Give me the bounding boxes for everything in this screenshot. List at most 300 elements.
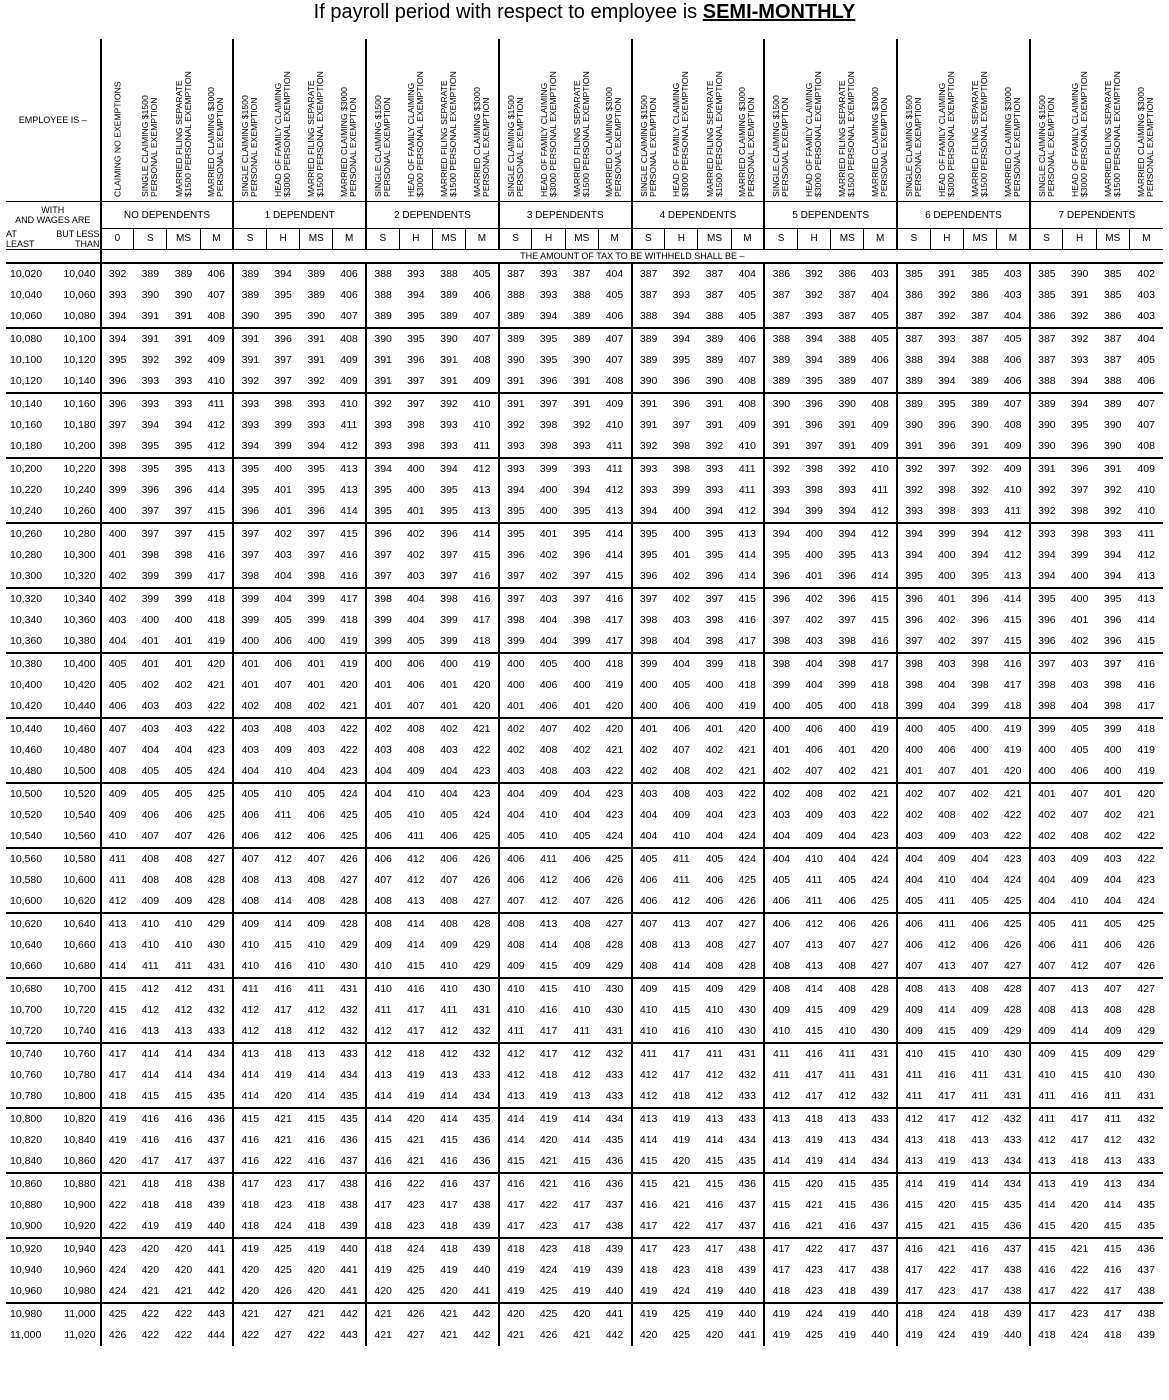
wage-less-than: 10,340 [52, 588, 100, 610]
tax-amount-cell: 412 [838, 1090, 857, 1102]
tax-amount-cell: 400 [764, 696, 797, 718]
tax-amount-cell: 409 [141, 895, 160, 907]
tax-amount-cell: 414 [565, 1108, 598, 1130]
tax-amount-cell: 417 [971, 1264, 989, 1276]
tax-amount-cell: 419 [573, 1285, 591, 1297]
tax-amount-cell: 390 [499, 350, 532, 371]
col-header-mfs-line: $1500 PERSONAL EXEMPTION [580, 71, 591, 197]
tax-amount-cell: 400 [101, 501, 134, 523]
tax-amount-cell: 390 [366, 328, 399, 350]
tax-amount-cell: 423 [871, 830, 889, 842]
col-header-married-text [340, 87, 358, 197]
tax-amount-cell: 412 [307, 1004, 326, 1016]
tax-amount-cell: 415 [1003, 614, 1022, 626]
tax-amount-cell: 414 [101, 956, 134, 978]
tax-amount-cell: 395 [1030, 588, 1063, 610]
tax-amount-cell: 393 [101, 285, 134, 306]
tax-amount-cell: 441 [738, 1329, 756, 1341]
tax-amount-cell: 413 [805, 960, 823, 972]
tax-amount-cell: 418 [1030, 1325, 1063, 1346]
wage-less-than: 10,300 [63, 549, 96, 561]
tax-amount-cell: 415 [731, 588, 764, 610]
tax-amount-cell: 420 [307, 1285, 326, 1297]
col-header-married [598, 39, 631, 202]
col-header-single-line: SINGLE CLAIMING $1500 [373, 95, 384, 197]
wage-less-than: 10,820 [52, 1108, 100, 1130]
tax-amount-cell: 402 [233, 696, 266, 718]
tax-amount-cell: 413 [274, 874, 292, 886]
tax-amount-cell: 416 [207, 549, 225, 561]
tax-amount-cell: 399 [440, 635, 458, 647]
and-wages-label: AND WAGES ARE [15, 215, 91, 226]
tax-amount-cell: 396 [307, 505, 326, 517]
tax-amount-cell: 400 [141, 614, 160, 626]
wage-at-least: 10,820 [10, 1134, 43, 1146]
tax-amount-cell: 434 [200, 1043, 233, 1065]
tax-amount-cell: 396 [938, 419, 956, 431]
tax-amount-cell: 407 [971, 960, 989, 972]
tax-amount-cell: 434 [598, 1108, 631, 1130]
tax-amount-cell: 401 [1070, 614, 1089, 626]
tax-amount-cell: 394 [897, 545, 930, 566]
tax-amount-cell: 415 [207, 505, 225, 517]
tax-amount-cell: 404 [141, 744, 160, 756]
tax-amount-cell: 413 [174, 1025, 193, 1037]
tax-amount-cell: 415 [864, 588, 897, 610]
tax-amount-cell: 411 [1129, 523, 1163, 545]
tax-amount-cell: 394 [307, 440, 326, 452]
tax-amount-cell: 418 [141, 1199, 160, 1211]
tax-amount-cell: 422 [399, 1173, 432, 1195]
tax-amount-cell: 414 [407, 939, 425, 951]
tax-amount-cell: 400 [266, 458, 299, 480]
status-code: H [266, 229, 299, 250]
wage-at-least: 10,500 [6, 783, 52, 805]
tax-amount-cell: 403 [1137, 289, 1155, 301]
tax-amount-cell: 391 [764, 415, 797, 436]
tax-amount-cell: 408 [764, 956, 797, 978]
tax-amount-cell: 399 [1070, 549, 1089, 561]
tax-amount-cell: 417 [472, 614, 491, 626]
tax-amount-cell: 419 [897, 1325, 930, 1346]
tax-amount-cell: 420 [672, 1155, 691, 1167]
col-header-mfs-line: MARRIED FILING SEPARATE [571, 80, 582, 197]
wage-less-than: 10,260 [63, 505, 96, 517]
tax-amount-cell: 425 [101, 1303, 134, 1325]
tax-amount-cell: 423 [266, 1173, 299, 1195]
table-row [6, 610, 1163, 631]
tax-amount-cell: 408 [539, 765, 558, 777]
tax-amount-cell: 417 [897, 1281, 930, 1303]
tax-amount-cell: 411 [499, 1021, 532, 1043]
tax-amount-cell: 411 [897, 1065, 930, 1086]
tax-amount-cell: 414 [1104, 1199, 1122, 1211]
col-header-mfs-text [175, 71, 193, 197]
tax-amount-cell: 414 [573, 1134, 591, 1146]
tax-amount-cell: 431 [207, 960, 225, 972]
tax-amount-cell: 413 [101, 913, 134, 935]
tax-amount-cell: 397 [300, 523, 333, 545]
tax-amount-cell: 420 [938, 1199, 956, 1211]
col-header-married [333, 39, 366, 202]
tax-amount-cell: 389 [764, 371, 797, 393]
tax-amount-cell: 416 [632, 1195, 665, 1216]
tax-amount-cell: 398 [1104, 700, 1122, 712]
tax-amount-cell: 401 [233, 653, 266, 675]
tax-amount-cell: 411 [897, 1086, 930, 1108]
tax-amount-cell: 386 [764, 263, 797, 285]
tax-amount-cell: 399 [274, 440, 292, 452]
col-header-married-text [1137, 87, 1155, 197]
tax-amount-cell: 405 [871, 310, 889, 322]
tax-amount-cell: 410 [167, 913, 200, 935]
tax-amount-cell: 399 [366, 610, 399, 631]
tax-amount-cell: 399 [366, 631, 399, 653]
tax-amount-cell: 420 [1129, 783, 1163, 805]
table-row [6, 285, 1163, 306]
tax-amount-cell: 401 [1030, 783, 1063, 805]
tax-amount-cell: 426 [1003, 939, 1022, 951]
tax-amount-cell: 396 [1030, 631, 1063, 653]
tax-amount-cell: 426 [466, 848, 499, 870]
col-header-single-line: SINGLE CLAIMING $1500 [240, 95, 251, 197]
tax-amount-cell: 386 [1030, 306, 1063, 328]
tax-amount-cell: 425 [1003, 895, 1022, 907]
tax-amount-cell: 403 [141, 700, 160, 712]
wage-at-least: 10,880 [10, 1199, 43, 1211]
tax-amount-cell: 400 [938, 549, 956, 561]
tax-amount-cell: 406 [174, 809, 193, 821]
col-header-married-text [871, 87, 889, 197]
tax-amount-cell: 438 [1003, 1264, 1022, 1276]
wage-at-least: 10,760 [10, 1069, 43, 1081]
tax-amount-cell: 394 [764, 501, 797, 523]
col-header-single-line: SINGLE CLAIMING $1500 [505, 95, 516, 197]
tax-amount-cell: 404 [233, 761, 266, 783]
tax-amount-cell: 415 [698, 1173, 731, 1195]
tax-amount-cell: 407 [605, 354, 624, 366]
tax-amount-cell: 412 [499, 1043, 532, 1065]
tax-amount-cell: 413 [871, 549, 889, 561]
tax-amount-cell: 397 [141, 505, 160, 517]
tax-amount-cell: 401 [366, 696, 399, 718]
col-header-mfs-text [307, 71, 325, 197]
tax-amount-cell: 410 [539, 830, 558, 842]
tax-amount-cell: 422 [134, 1303, 167, 1325]
tax-amount-cell: 398 [897, 653, 930, 675]
tax-amount-cell: 403 [838, 809, 857, 821]
tax-amount-cell: 414 [366, 1086, 399, 1108]
tax-amount-cell: 412 [632, 1086, 665, 1108]
tax-amount-cell: 400 [101, 523, 134, 545]
tax-amount-cell: 409 [897, 1000, 930, 1021]
tax-amount-cell: 410 [705, 1025, 724, 1037]
tax-amount-cell: 395 [300, 458, 333, 480]
tax-amount-cell: 429 [1129, 1043, 1163, 1065]
tax-amount-cell: 408 [499, 913, 532, 935]
tax-amount-cell: 415 [101, 1000, 134, 1021]
tax-amount-cell: 393 [366, 436, 399, 458]
table-row [6, 1238, 1163, 1260]
tax-amount-cell: 397 [307, 549, 326, 561]
tax-amount-cell: 410 [672, 830, 691, 842]
table-row [6, 1086, 1163, 1108]
tax-amount-cell: 398 [938, 505, 956, 517]
tax-amount-cell: 439 [605, 1264, 624, 1276]
tax-amount-cell: 412 [938, 939, 956, 951]
tax-amount-cell: 420 [134, 1238, 167, 1260]
tax-amount-cell: 389 [971, 375, 989, 387]
tax-amount-cell: 413 [366, 1065, 399, 1086]
table-row [6, 1281, 1163, 1303]
tax-amount-cell: 421 [141, 1285, 160, 1297]
col-header-married-line: MARRIED CLAIMING $3000 [206, 87, 217, 197]
tax-amount-cell: 418 [233, 1195, 266, 1216]
tax-amount-cell: 414 [307, 1069, 326, 1081]
tax-amount-cell: 408 [665, 783, 698, 805]
tax-amount-cell: 406 [805, 744, 823, 756]
tax-amount-cell: 407 [598, 328, 631, 350]
tax-amount-cell: 443 [340, 1329, 358, 1341]
tax-amount-cell: 391 [1030, 458, 1063, 480]
tax-amount-cell: 421 [805, 1220, 823, 1232]
tax-amount-cell: 414 [738, 570, 756, 582]
tax-amount-cell: 414 [432, 1108, 465, 1130]
tax-amount-cell: 423 [407, 1220, 425, 1232]
tax-amount-cell: 393 [366, 415, 399, 436]
table-row [6, 848, 1163, 870]
tax-amount-cell: 425 [407, 1285, 425, 1297]
tax-amount-cell: 414 [672, 960, 691, 972]
tax-amount-cell: 399 [233, 610, 266, 631]
tax-amount-cell: 387 [1096, 328, 1129, 350]
tax-amount-cell: 398 [432, 588, 465, 610]
tax-amount-cell: 438 [1003, 1285, 1022, 1297]
tax-amount-cell: 393 [573, 440, 591, 452]
tax-amount-cell: 411 [938, 895, 956, 907]
tax-amount-cell: 418 [938, 1134, 956, 1146]
tax-amount-cell: 417 [665, 1043, 698, 1065]
tax-amount-cell: 417 [864, 653, 897, 675]
tax-amount-cell: 421 [101, 1173, 134, 1195]
tax-amount-cell: 393 [971, 505, 989, 517]
tax-amount-cell: 440 [871, 1329, 889, 1341]
tax-amount-cell: 408 [565, 913, 598, 935]
tax-amount-cell: 395 [141, 440, 160, 452]
tax-amount-cell: 427 [731, 913, 764, 935]
tax-amount-cell: 416 [366, 1173, 399, 1195]
tax-amount-cell: 410 [565, 978, 598, 1000]
tax-amount-cell: 407 [897, 956, 930, 978]
wage-at-least: 10,260 [6, 523, 52, 545]
tax-amount-cell: 392 [764, 458, 797, 480]
tax-amount-cell: 406 [141, 809, 160, 821]
tax-amount-cell: 389 [573, 310, 591, 322]
col-header-mfs-line: MARRIED FILING SEPARATE [439, 80, 450, 197]
tax-amount-cell: 400 [1104, 765, 1122, 777]
col-header-single [499, 39, 532, 202]
tax-amount-cell: 413 [573, 1090, 591, 1102]
tax-amount-cell: 429 [200, 913, 233, 935]
tax-amount-cell: 427 [472, 895, 491, 907]
tax-amount-cell: 422 [101, 1216, 134, 1238]
tax-amount-cell: 420 [233, 1260, 266, 1281]
tax-amount-cell: 426 [472, 874, 491, 886]
tax-amount-cell: 407 [997, 393, 1030, 415]
tax-amount-cell: 407 [532, 718, 565, 740]
tax-amount-cell: 391 [499, 371, 532, 393]
tax-amount-cell: 422 [307, 1329, 326, 1341]
wage-at-least: 10,800 [6, 1108, 52, 1130]
tax-amount-cell: 419 [101, 1130, 134, 1151]
tax-amount-cell: 406 [200, 263, 233, 285]
tax-amount-cell: 398 [141, 549, 160, 561]
tax-amount-cell: 409 [838, 1004, 857, 1016]
tax-amount-cell: 396 [764, 588, 797, 610]
tax-amount-cell: 434 [871, 1134, 889, 1146]
tax-amount-cell: 416 [141, 1134, 160, 1146]
tax-amount-cell: 392 [632, 436, 665, 458]
tax-amount-cell: 389 [307, 289, 326, 301]
tax-amount-cell: 402 [1070, 635, 1089, 647]
tax-amount-cell: 401 [971, 765, 989, 777]
tax-amount-cell: 391 [705, 419, 724, 431]
tax-amount-cell: 405 [274, 614, 292, 626]
tax-amount-cell: 410 [101, 826, 134, 848]
tax-amount-cell: 411 [632, 1043, 665, 1065]
tax-amount-cell: 411 [665, 848, 698, 870]
col-header-single-line: PERSONAL EXEMPTION [514, 97, 525, 197]
tax-amount-cell: 391 [440, 354, 458, 366]
tax-amount-cell: 422 [539, 1199, 558, 1211]
status-code: MS [432, 229, 465, 250]
tax-amount-cell: 439 [871, 1285, 889, 1297]
tax-amount-cell: 416 [101, 1021, 134, 1043]
tax-amount-cell: 404 [573, 809, 591, 821]
tax-amount-cell: 396 [897, 610, 930, 631]
tax-amount-cell: 400 [399, 458, 432, 480]
tax-amount-cell: 434 [1003, 1155, 1022, 1167]
wage-at-least: 10,180 [10, 440, 43, 452]
tax-amount-cell: 395 [632, 545, 665, 566]
col-header-married-line: MARRIED CLAIMING $3000 [471, 87, 482, 197]
tax-amount-cell: 437 [1137, 1264, 1155, 1276]
table-row [6, 1325, 1163, 1346]
tax-amount-cell: 404 [871, 289, 889, 301]
table-row [6, 805, 1163, 826]
tax-amount-cell: 391 [300, 328, 333, 350]
tax-amount-cell: 399 [174, 570, 193, 582]
col-header-no-exemptions-text [113, 81, 122, 197]
tax-amount-cell: 405 [997, 328, 1030, 350]
tax-amount-cell: 401 [440, 679, 458, 691]
tax-amount-cell: 406 [307, 830, 326, 842]
tax-amount-cell: 406 [1137, 375, 1155, 387]
tax-amount-cell: 427 [738, 939, 756, 951]
wage-less-than: 10,400 [52, 653, 100, 675]
col-header-single-text [1038, 95, 1056, 197]
tax-amount-cell: 441 [340, 1285, 358, 1297]
col-header-mfs [963, 39, 996, 202]
col-header-head-of-family-line: $3000 PERSONAL EXEMPTION [680, 71, 691, 197]
tax-amount-cell: 394 [1030, 566, 1063, 588]
tax-amount-cell: 397 [565, 588, 598, 610]
tax-amount-cell: 391 [632, 393, 665, 415]
table-row [6, 1108, 1163, 1130]
tax-amount-cell: 395 [307, 484, 326, 496]
tax-amount-cell: 430 [207, 939, 225, 951]
tax-amount-cell: 391 [440, 375, 458, 387]
tax-amount-cell: 397 [805, 440, 823, 452]
wage-less-than: 10,200 [63, 440, 96, 452]
tax-amount-cell: 440 [333, 1238, 366, 1260]
tax-amount-cell: 407 [1129, 393, 1163, 415]
tax-amount-cell: 421 [997, 783, 1030, 805]
tax-amount-cell: 433 [1003, 1134, 1022, 1146]
tax-amount-cell: 393 [632, 458, 665, 480]
tax-amount-cell: 398 [672, 440, 691, 452]
tax-amount-cell: 442 [466, 1303, 499, 1325]
tax-amount-cell: 411 [598, 458, 631, 480]
tax-amount-cell: 423 [605, 809, 624, 821]
tax-amount-cell: 400 [963, 718, 996, 740]
table-row [6, 631, 1163, 653]
tax-amount-cell: 398 [1030, 696, 1063, 718]
tax-amount-cell: 404 [1070, 700, 1089, 712]
col-header-single-text [640, 95, 658, 197]
tax-amount-cell: 398 [1030, 675, 1063, 696]
tax-amount-cell: 420 [307, 1264, 326, 1276]
tax-amount-cell: 387 [838, 289, 857, 301]
tax-amount-cell: 400 [1070, 570, 1089, 582]
tax-amount-cell: 416 [233, 1130, 266, 1151]
wage-less-than: 10,620 [63, 895, 96, 907]
tax-amount-cell: 408 [605, 375, 624, 387]
tax-amount-cell: 410 [407, 809, 425, 821]
table-row [6, 870, 1163, 891]
tax-amount-cell: 419 [1063, 1173, 1096, 1195]
tax-amount-cell: 439 [1137, 1329, 1155, 1341]
tax-amount-cell: 395 [897, 566, 930, 588]
tax-amount-cell: 394 [971, 549, 989, 561]
tax-amount-cell: 390 [831, 393, 864, 415]
tax-amount-cell: 392 [1104, 484, 1122, 496]
tax-amount-cell: 409 [274, 744, 292, 756]
tax-amount-cell: 420 [440, 1285, 458, 1297]
col-header-mfs [432, 39, 465, 202]
tax-amount-cell: 415 [539, 960, 558, 972]
tax-amount-cell: 394 [141, 419, 160, 431]
tax-amount-cell: 399 [274, 419, 292, 431]
tax-amount-cell: 425 [738, 874, 756, 886]
tax-amount-cell: 406 [274, 635, 292, 647]
tax-amount-cell: 411 [440, 1004, 458, 1016]
wage-less-than: 10,220 [52, 458, 100, 480]
at-label: AT [6, 228, 17, 239]
tax-amount-cell: 404 [274, 570, 292, 582]
tax-amount-cell: 404 [705, 809, 724, 821]
tax-amount-cell: 417 [838, 1264, 857, 1276]
tax-amount-cell: 395 [134, 458, 167, 480]
col-header-head-of-family-line: HEAD OF FAMILY CLAIMING [671, 82, 682, 197]
tax-amount-cell: 409 [472, 375, 491, 387]
tax-amount-cell: 404 [838, 830, 857, 842]
tax-amount-cell: 418 [1070, 1155, 1089, 1167]
tax-amount-cell: 410 [274, 765, 292, 777]
tax-amount-cell: 404 [731, 263, 764, 285]
tax-amount-cell: 435 [466, 1108, 499, 1130]
tax-amount-cell: 428 [864, 978, 897, 1000]
